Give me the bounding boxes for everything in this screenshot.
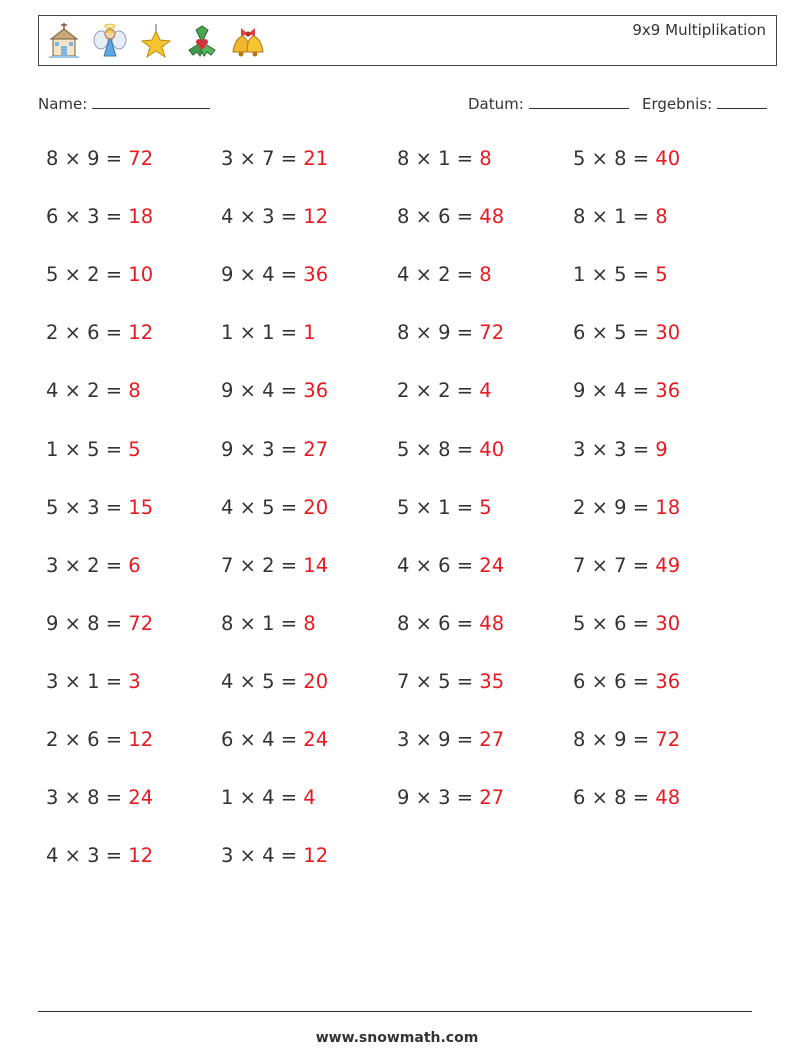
- problem-question: 3 × 7 =: [221, 147, 304, 170]
- problem-item: [46, 263, 153, 286]
- problem-question: 7 × 2 =: [221, 553, 304, 577]
- problem-answer: 8: [479, 263, 492, 287]
- problem-item: [573, 496, 680, 519]
- problem-item: [397, 321, 504, 344]
- problem-answer: 8: [303, 611, 316, 635]
- problem-question: 9 × 4 =: [221, 263, 304, 287]
- problem-answer: 12: [128, 728, 154, 751]
- problem-answer: 21: [303, 147, 329, 170]
- problem-question: 8 × 1 =: [573, 205, 656, 229]
- problem-question: 4 × 5 =: [221, 495, 304, 519]
- problem-question: 4 × 3 =: [221, 205, 304, 229]
- problem-item: [221, 786, 316, 809]
- problem-question: 8 × 1 =: [221, 611, 304, 635]
- date-field[interactable]: [468, 94, 629, 113]
- star-ornament-icon: [137, 22, 175, 60]
- problem-item: [573, 612, 680, 635]
- problem-answer: 15: [128, 495, 154, 519]
- problem-item: [221, 554, 328, 577]
- problem-answer: 5: [655, 263, 668, 287]
- problem-question: 4 × 2 =: [397, 263, 480, 287]
- problem-item: [573, 786, 680, 809]
- problem-item: [573, 147, 680, 170]
- problem-question: 8 × 9 =: [397, 321, 480, 345]
- problem-item: [46, 205, 153, 228]
- holly-icon: [183, 22, 221, 60]
- problem-question: 4 × 2 =: [46, 379, 129, 403]
- problem-question: 6 × 3 =: [46, 205, 129, 229]
- problem-answer: 24: [479, 553, 505, 577]
- problem-item: [397, 786, 504, 809]
- problem-answer: 27: [479, 728, 505, 751]
- problem-answer: 35: [479, 669, 505, 693]
- date-label: Datum:: [468, 95, 524, 113]
- result-label: Ergebnis:: [642, 95, 713, 113]
- problem-answer: 72: [128, 147, 154, 170]
- problem-question: 7 × 5 =: [397, 669, 480, 693]
- footer-url: www.snowmath.com: [315, 1030, 479, 1046]
- problem-item: [221, 321, 316, 344]
- problem-item: [573, 205, 668, 228]
- problem-answer: 9: [655, 437, 668, 461]
- problem-item: [221, 670, 328, 693]
- problem-item: [397, 263, 492, 286]
- problem-answer: 36: [303, 263, 329, 287]
- problem-question: 2 × 6 =: [46, 321, 129, 345]
- problem-question: 4 × 6 =: [397, 553, 480, 577]
- problem-question: 1 × 5 =: [573, 263, 656, 287]
- problem-question: 9 × 3 =: [221, 437, 304, 461]
- problem-item: [397, 205, 504, 228]
- problem-answer: 27: [479, 786, 505, 810]
- problem-item: [397, 438, 504, 461]
- problem-question: 4 × 3 =: [46, 844, 129, 868]
- problem-item: [573, 263, 668, 286]
- name-label: Name:: [38, 95, 88, 113]
- problem-answer: 30: [655, 321, 681, 345]
- problem-item: [46, 379, 141, 402]
- problem-item: [221, 147, 328, 170]
- problem-item: [221, 844, 328, 867]
- problem-answer: 48: [479, 611, 505, 635]
- problem-item: [46, 147, 153, 170]
- name-blank[interactable]: [92, 94, 210, 109]
- problem-item: [221, 728, 328, 751]
- problem-question: 5 × 8 =: [397, 437, 480, 461]
- problem-item: [397, 147, 492, 170]
- problem-item: [573, 438, 668, 461]
- problem-question: 9 × 4 =: [573, 379, 656, 403]
- problem-answer: 5: [479, 495, 492, 519]
- name-field[interactable]: [38, 94, 210, 113]
- problem-item: [221, 263, 328, 286]
- problem-item: [46, 612, 153, 635]
- problem-item: [573, 670, 680, 693]
- problem-item: [221, 612, 316, 635]
- problem-answer: 36: [655, 669, 681, 693]
- problem-answer: 24: [128, 786, 154, 810]
- problem-answer: 36: [655, 379, 681, 403]
- problem-answer: 14: [303, 553, 329, 577]
- problem-item: [46, 321, 153, 344]
- problem-question: 8 × 9 =: [573, 728, 656, 751]
- footer-divider: [38, 1011, 752, 1012]
- problem-question: 3 × 3 =: [573, 437, 656, 461]
- problem-item: [397, 728, 504, 751]
- problem-question: 3 × 8 =: [46, 786, 129, 810]
- problem-answer: 1: [303, 321, 316, 345]
- problem-question: 1 × 1 =: [221, 321, 304, 345]
- problem-item: [46, 496, 153, 519]
- result-blank[interactable]: [717, 94, 767, 109]
- problem-item: [46, 670, 141, 693]
- problem-answer: 40: [655, 147, 681, 170]
- problem-answer: 18: [655, 495, 681, 519]
- problem-question: 6 × 5 =: [573, 321, 656, 345]
- problem-question: 8 × 9 =: [46, 147, 129, 170]
- church-icon: [45, 22, 83, 60]
- problem-question: 5 × 2 =: [46, 263, 129, 287]
- problem-answer: 20: [303, 495, 329, 519]
- problem-answer: 10: [128, 263, 154, 287]
- icon-row: [45, 22, 267, 60]
- problem-answer: 20: [303, 669, 329, 693]
- problem-item: [221, 438, 328, 461]
- problem-question: 6 × 8 =: [573, 786, 656, 810]
- problem-item: [573, 728, 680, 751]
- problem-answer: 30: [655, 611, 681, 635]
- problem-item: [397, 670, 504, 693]
- problem-answer: 72: [479, 321, 505, 345]
- problem-question: 9 × 8 =: [46, 611, 129, 635]
- problem-answer: 3: [128, 669, 141, 693]
- problem-item: [221, 205, 328, 228]
- problem-item: [397, 496, 492, 519]
- problem-answer: 8: [479, 147, 492, 170]
- problem-item: [573, 379, 680, 402]
- problem-answer: 49: [655, 553, 681, 577]
- problem-question: 2 × 2 =: [397, 379, 480, 403]
- problem-question: 3 × 1 =: [46, 669, 129, 693]
- problem-item: [573, 554, 680, 577]
- problem-question: 9 × 4 =: [221, 379, 304, 403]
- problem-question: 3 × 2 =: [46, 553, 129, 577]
- problem-answer: 72: [655, 728, 681, 751]
- problem-item: [46, 728, 153, 751]
- problem-question: 2 × 6 =: [46, 728, 129, 751]
- problem-item: [46, 786, 153, 809]
- problem-item: [221, 496, 328, 519]
- header-box: [38, 15, 777, 66]
- problem-answer: 8: [655, 205, 668, 229]
- problem-answer: 12: [303, 205, 329, 229]
- problem-question: 1 × 5 =: [46, 437, 129, 461]
- problem-item: [397, 612, 504, 635]
- problem-question: 3 × 9 =: [397, 728, 480, 751]
- problem-answer: 5: [128, 437, 141, 461]
- sheet-title: 9x9 Multiplikation: [632, 21, 766, 39]
- problem-item: [46, 844, 153, 867]
- problem-item: [397, 379, 492, 402]
- problem-answer: 8: [128, 379, 141, 403]
- problem-question: 5 × 1 =: [397, 495, 480, 519]
- problem-answer: 6: [128, 553, 141, 577]
- problem-question: 3 × 4 =: [221, 844, 304, 868]
- problem-question: 5 × 3 =: [46, 495, 129, 519]
- problem-answer: 48: [655, 786, 681, 810]
- problem-item: [397, 554, 504, 577]
- problem-question: 7 × 7 =: [573, 553, 656, 577]
- problem-answer: 4: [303, 786, 316, 810]
- problem-item: [46, 554, 141, 577]
- problem-answer: 4: [479, 379, 492, 403]
- bells-icon: [229, 22, 267, 60]
- angel-icon: [91, 22, 129, 60]
- problem-question: 5 × 6 =: [573, 611, 656, 635]
- problem-answer: 12: [128, 321, 154, 345]
- problem-answer: 40: [479, 437, 505, 461]
- problem-item: [573, 321, 680, 344]
- date-blank[interactable]: [529, 94, 629, 109]
- problem-question: 8 × 1 =: [397, 147, 480, 170]
- problem-question: 4 × 5 =: [221, 669, 304, 693]
- problem-answer: 72: [128, 611, 154, 635]
- problem-answer: 27: [303, 437, 329, 461]
- problem-item: [46, 438, 141, 461]
- problem-question: 5 × 8 =: [573, 147, 656, 170]
- problem-question: 2 × 9 =: [573, 495, 656, 519]
- problem-question: 6 × 6 =: [573, 669, 656, 693]
- problem-question: 9 × 3 =: [397, 786, 480, 810]
- problem-answer: 48: [479, 205, 505, 229]
- result-field[interactable]: [642, 94, 767, 113]
- problem-question: 8 × 6 =: [397, 611, 480, 635]
- problem-question: 6 × 4 =: [221, 728, 304, 751]
- problem-answer: 12: [128, 844, 154, 868]
- problem-answer: 12: [303, 844, 329, 868]
- problem-answer: 18: [128, 205, 154, 229]
- problem-item: [221, 379, 328, 402]
- problem-answer: 36: [303, 379, 329, 403]
- problem-question: 8 × 6 =: [397, 205, 480, 229]
- problem-question: 1 × 4 =: [221, 786, 304, 810]
- problem-answer: 24: [303, 728, 329, 751]
